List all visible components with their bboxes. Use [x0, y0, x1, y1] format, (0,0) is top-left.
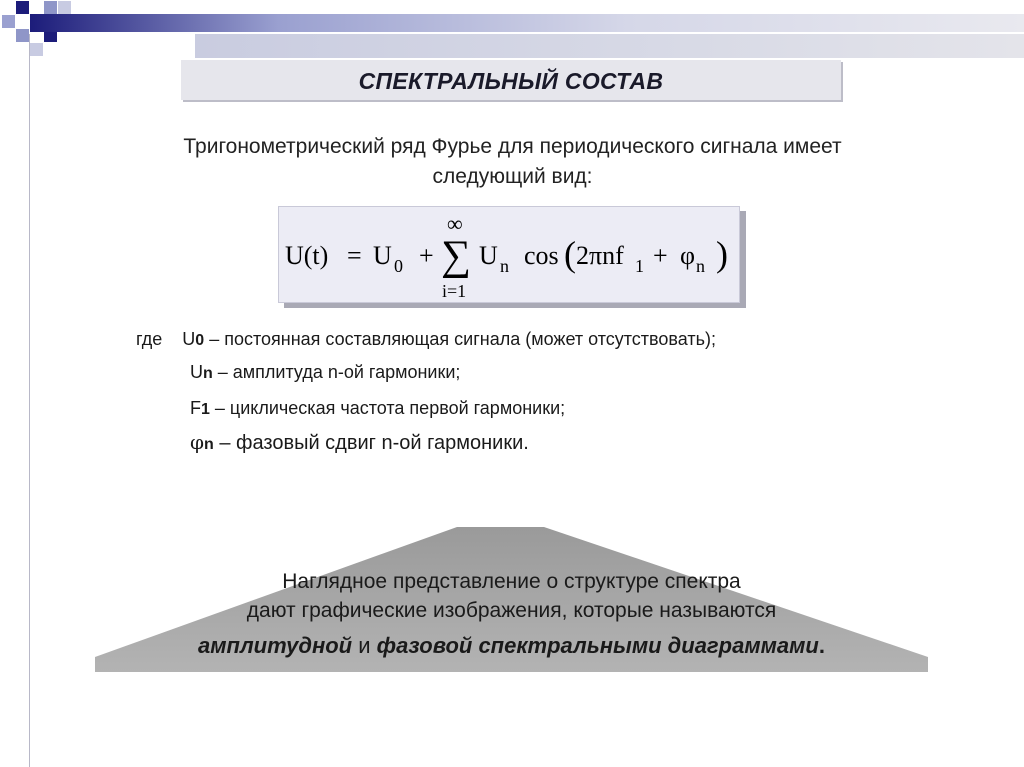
intro-line-2: следующий вид:: [432, 165, 593, 188]
formula-paren-open: (: [564, 234, 576, 274]
conclusion-line-2: дают графические изображения, которые называются: [246, 599, 777, 622]
decorative-square: [30, 43, 43, 56]
definition-un-text: – амплитуда n-ой гармоники;: [212, 362, 461, 382]
definition-un-sub: n: [203, 365, 213, 382]
definition-u0-sub: 0: [195, 332, 205, 349]
definition-un: [190, 362, 460, 383]
formula-plus-1: +: [419, 241, 434, 270]
header-secondary-bar: [195, 34, 1024, 58]
formula-equals: =: [347, 241, 362, 270]
definition-f1-text: – циклическая частота первой гармоники;: [209, 398, 566, 418]
title-box: [181, 60, 841, 100]
definition-u0-text: – постоянная составляющая сигнала (может отсутствовать);: [204, 329, 717, 349]
formula-f-sub: 1: [635, 256, 644, 276]
definition-where: где: [136, 329, 163, 349]
definition-f1: [190, 398, 565, 419]
formula-plus-2: +: [653, 241, 668, 270]
decorative-square: [16, 1, 29, 14]
definition-f1-sub: 1: [201, 401, 210, 418]
formula-2pinf: 2πnf: [576, 241, 624, 270]
intro-line-1: Тригонометрический ряд Фурье для периодического сигнала имеет: [183, 135, 842, 158]
conclusion-line-3: [95, 633, 928, 659]
formula-paren-close: ): [716, 234, 728, 274]
definition-f1-symbol: F: [190, 398, 201, 418]
conclusion-and: и: [352, 633, 377, 658]
intro-text: [90, 132, 935, 192]
conclusion-period: .: [818, 633, 825, 658]
fourier-series-formula: [279, 207, 739, 302]
left-divider-line: [29, 34, 30, 767]
definition-phi-symbol: φ: [190, 430, 205, 454]
definition-phi-sub: n: [204, 436, 214, 453]
conclusion-term-phase: фазовой спектральными диаграммами: [376, 633, 819, 658]
decorative-square: [58, 1, 71, 14]
formula-un: U: [479, 241, 498, 270]
formula-u0-sub: 0: [394, 256, 403, 276]
formula-un-sub: n: [500, 256, 509, 276]
definition-u0: [136, 329, 716, 350]
formula-box: [278, 206, 740, 303]
formula-lhs: U(t): [285, 241, 329, 270]
conclusion-term-amplitude: амплитудной: [198, 633, 353, 658]
formula-sum-upper: ∞: [447, 211, 463, 236]
formula-cos: cos: [524, 241, 559, 270]
decorative-square: [16, 29, 29, 42]
decorative-square: [44, 1, 57, 14]
formula-phi: φ: [680, 241, 696, 270]
definition-phi: [190, 430, 529, 455]
decorative-square: [2, 15, 15, 28]
formula-sum-lower: i=1: [442, 281, 467, 301]
definition-u0-symbol: U: [182, 329, 196, 349]
formula-u0: U: [373, 241, 392, 270]
formula-sum-symbol: ∑: [441, 233, 471, 279]
definition-un-symbol: U: [190, 362, 203, 382]
conclusion-line-1: Наглядное представление о структуре спектра: [282, 570, 741, 593]
definition-phi-text: – фазовый сдвиг n-ой гармоники.: [213, 432, 529, 454]
formula-phi-sub: n: [696, 256, 705, 276]
slide-title: СПЕКТРАЛЬНЫЙ СОСТАВ: [358, 68, 664, 94]
header-gradient-bar: [30, 14, 1024, 32]
